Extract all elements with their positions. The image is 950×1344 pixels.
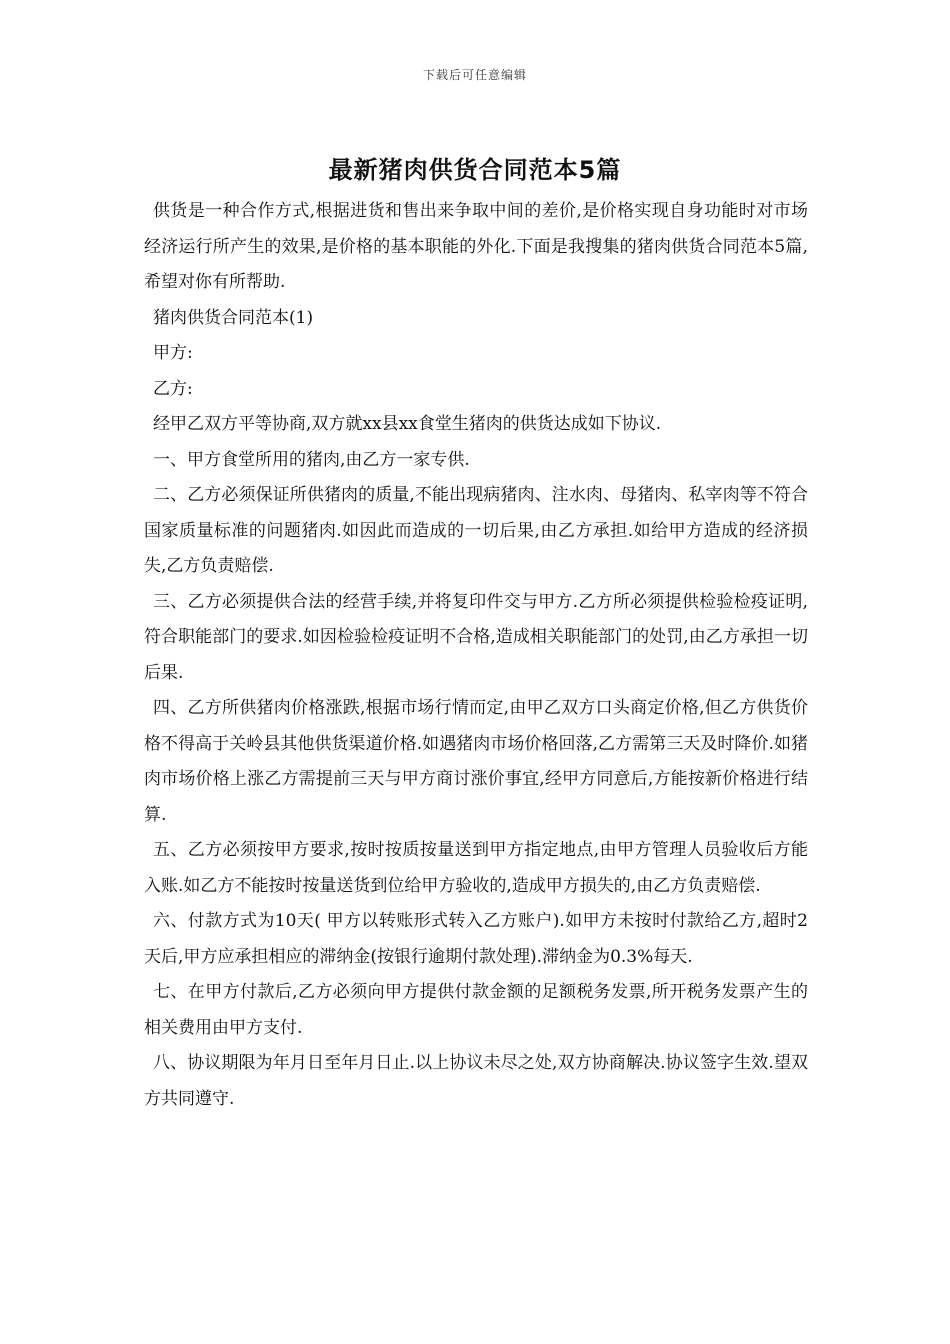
party-b-line: 乙方: [153, 378, 193, 399]
section-heading: 猪肉供货合同范本(1) [153, 307, 314, 328]
clause-4: 四、乙方所供猪肉价格涨跌,根据市场行情而定,由甲乙双方口头商定价格,但乙方供货价格不得高于关岭县其他供货渠道价格.如遇猪肉市场价格回落,乙方需第三天及时降价.如猪肉市场价格上涨乙方需提前三天与甲方商讨涨价事宜,经甲方同意后,方能按新价格进行结算. [144, 698, 808, 825]
clause-3: 三、乙方必须提供合法的经营手续,并将复印件交与甲方.乙方所必须提供检验检疫证明,符合职能部门的要求.如因检验检疫证明不合格,造成相关职能部门的处罚,由乙方承担一切后果. [144, 591, 808, 683]
document-body [144, 194, 808, 1117]
clause-5: 五、乙方必须按甲方要求,按时按质按量送到甲方指定地点,由甲方管理人员验收后方能入账.如乙方不能按时按量送货到位给甲方验收的,造成甲方损失的,由乙方负责赔偿. [144, 840, 808, 896]
clause-7: 七、在甲方付款后,乙方必须向甲方提供付款金额的足额税务发票,所开税务发票产生的相关费用由甲方支付. [144, 982, 808, 1038]
document-title: 最新猪肉供货合同范本5篇 [328, 156, 622, 184]
clause-6: 六、付款方式为10天( 甲方以转账形式转入乙方账户).如甲方未按时付款给乙方,超时2天后,甲方应承担相应的滞纳金(按银行逾期付款处理).滞纳金为0.3%每天. [144, 911, 808, 967]
clause-1: 一、甲方食堂所用的猪肉,由乙方一家专供. [153, 449, 470, 470]
clause-8: 八、协议期限为年月日至年月日止.以上协议未尽之处,双方协商解决.协议签字生效.望双方共同遵守. [144, 1053, 808, 1109]
agreement-preamble: 经甲乙双方平等协商,双方就xx县xx食堂生猪肉的供货达成如下协议. [153, 414, 662, 434]
header-note: 下载后可任意编辑 [422, 68, 527, 82]
party-a-line: 甲方: [153, 343, 193, 363]
intro-paragraph: 供货是一种合作方式,根据进货和售出来争取中间的差价,是价格实现自身功能时对市场经济运行所产生的效果,是价格的基本职能的外化.下面是我搜集的猪肉供货合同范本5篇,希望对你有所帮助. [144, 201, 808, 292]
clause-2: 二、乙方必须保证所供猪肉的质量,不能出现病猪肉、注水肉、母猪肉、私宰肉等不符合国家质量标准的问题猪肉.如因此而造成的一切后果,由乙方承担.如给甲方造成的经济损失,乙方负责赔偿. [144, 485, 808, 576]
